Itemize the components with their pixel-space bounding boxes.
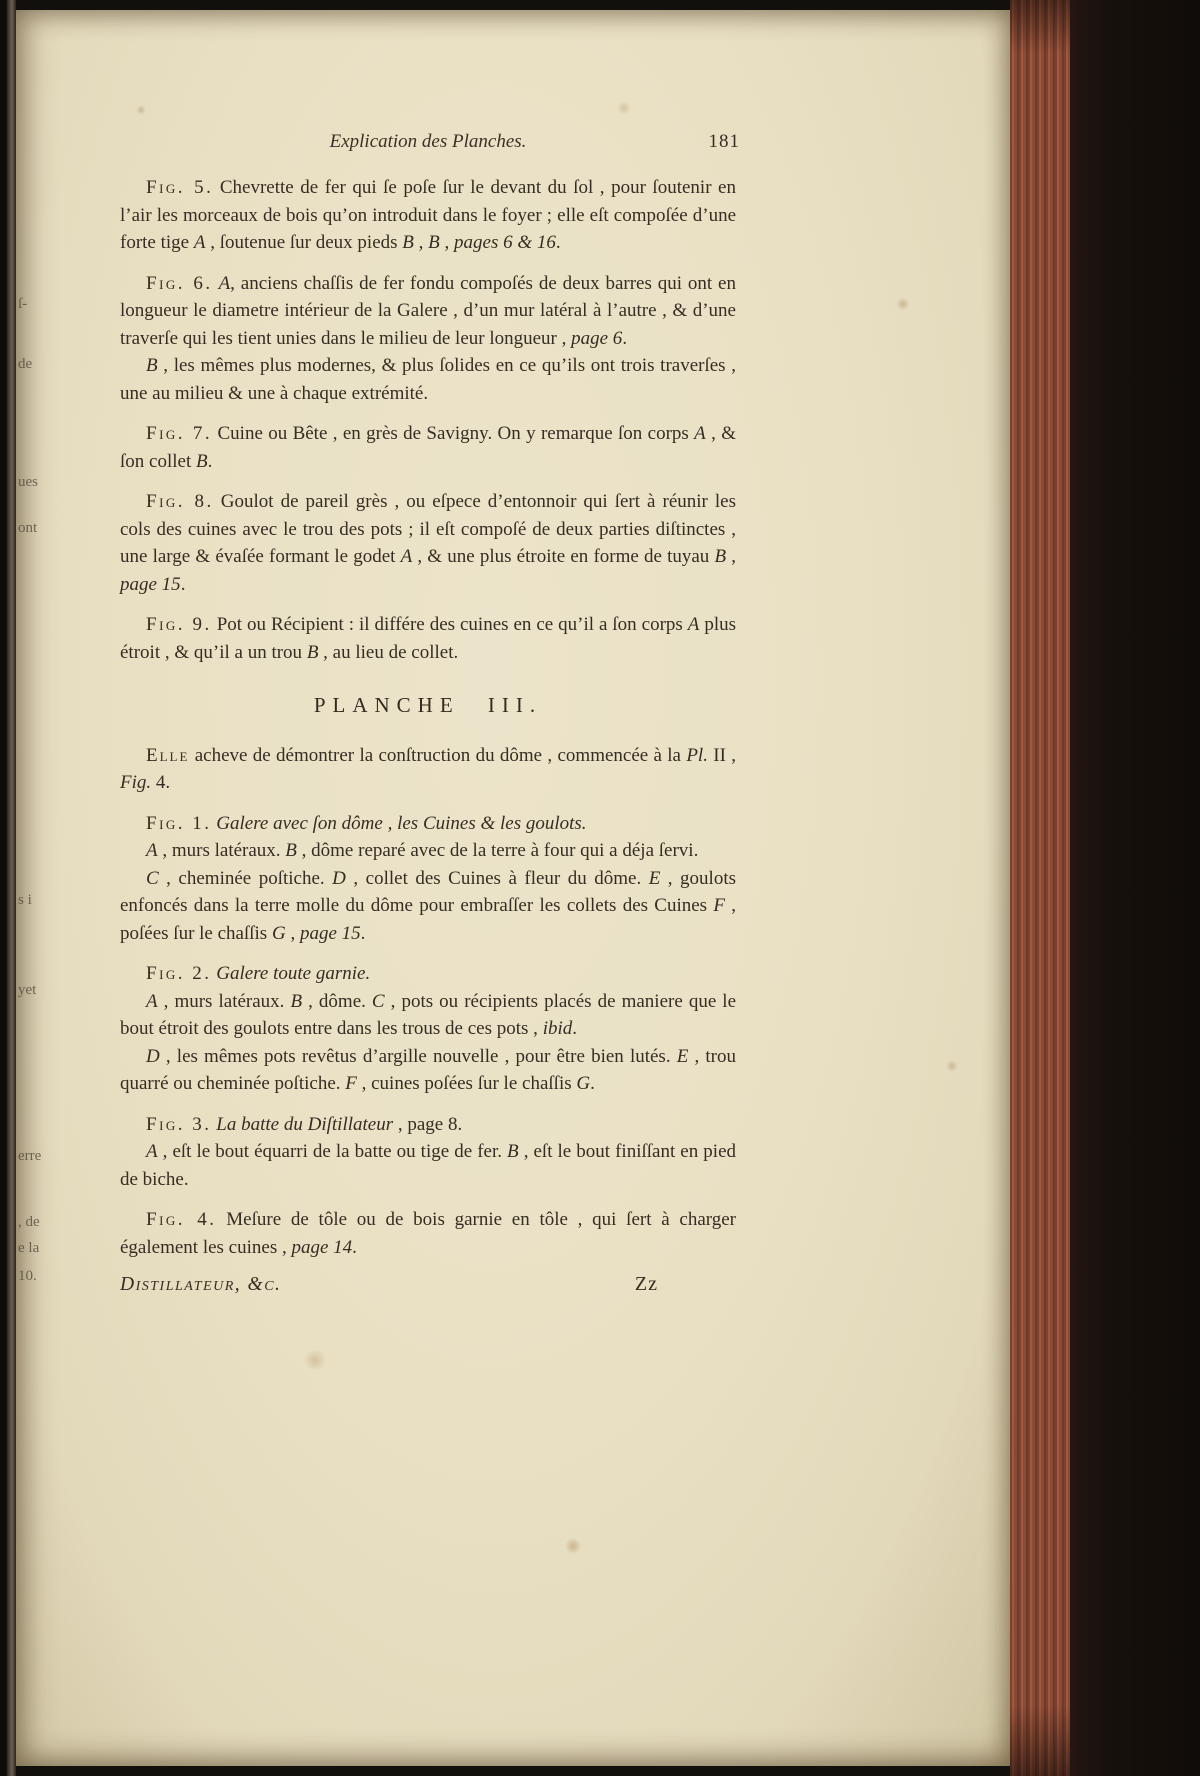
text-run: F (713, 895, 725, 916)
text-run: La batte du Diſtillateur (216, 1113, 394, 1135)
text-run: , murs latéraux. (157, 840, 286, 861)
paragraph (120, 420, 736, 475)
text-run: C (146, 867, 159, 889)
footer-catchword: Distillateur, &c. (120, 1274, 282, 1295)
text-column (120, 128, 740, 1299)
text-run: Galere avec ſon dôme , les Cuines & les goulots. (216, 812, 587, 834)
foxing-stain (616, 102, 632, 114)
text-run: , ſoutenue ſur deux pieds (205, 232, 403, 253)
background-right (1070, 0, 1200, 1776)
text-run: B (402, 232, 414, 253)
gutter-text-fragment: ſ- (18, 296, 28, 312)
text-run: B (714, 546, 727, 567)
text-run: , au lieu de collet. (318, 641, 459, 663)
running-title: Explication des Planches. (329, 131, 527, 152)
text-run: plus étroit , & qu’il a un trou (120, 614, 736, 663)
page-body (120, 174, 736, 1261)
text-run: Fig. 4. (146, 1209, 217, 1230)
text-run: Fig. 1. (146, 812, 212, 834)
book-fore-edge (1010, 0, 1070, 1776)
text-run: A (694, 423, 706, 444)
text-run: F (345, 1073, 357, 1094)
paragraph (120, 1111, 736, 1139)
text-run: , eſt le bout finiſſant en pied de biche. (120, 1141, 736, 1190)
section-heading (120, 692, 736, 720)
gutter-text-fragment: ues (18, 474, 38, 490)
paragraph (120, 865, 736, 948)
gathering-signature: Zz (634, 1273, 658, 1295)
text-run: Pot ou Récipient : il différe des cuines en ce qu’il a ſon corps (211, 614, 688, 635)
text-run: , les mêmes pots revêtus d’argille nouvelle , pour être bien lutés. (159, 1045, 677, 1067)
page-footer (120, 1271, 736, 1299)
text-run: E (648, 867, 661, 889)
text-run: A (687, 614, 700, 635)
paragraph (120, 174, 736, 257)
text-run: . (180, 573, 186, 595)
text-run: Goulot de pareil grès , ou eſpece d’entonnoir qui ſert à réunir les cols des cuines avec le trou des pots ; il eſt compoſé de deux parties diſtinctes , une large & évaſée formant le godet (120, 491, 736, 567)
text-run: C (371, 990, 385, 1012)
gutter-text-fragment: ont (18, 520, 38, 536)
text-run: B (195, 450, 208, 472)
text-run: , les mêmes plus modernes, & plus ſolides en ce qu’ils ont trois traverſes , une au milieu & une à chaque extrémité. (120, 355, 736, 404)
paragraph (120, 1043, 736, 1098)
text-run: , pots ou récipients placés de maniere que le bout étroit des goulots entre dans les trous de ces pots , (120, 990, 737, 1039)
text-run: page 6 (571, 327, 623, 349)
text-run: II , (707, 744, 736, 766)
text-run: , page 8. (393, 1113, 463, 1135)
text-run: , cheminée poſtiche. (158, 867, 333, 889)
text-run: . (622, 327, 628, 349)
text-run: 4. (151, 772, 171, 793)
text-run: B (290, 990, 303, 1012)
text-run: , (413, 232, 429, 253)
text-run: B (146, 355, 158, 376)
text-run: , trou quarré ou cheminée poſtiche. (120, 1045, 736, 1094)
gutter-text-fragment: de (18, 356, 33, 372)
text-run: Cuine ou Bête , en grès de Savigny. On y remarque ſon corps (212, 423, 695, 444)
text-run: , & ſon collet (120, 423, 737, 472)
text-run: Galere toute garnie. (216, 963, 371, 984)
text-run: , & une plus étroite en forme de tuyau (412, 546, 715, 567)
paragraph (120, 270, 736, 353)
paragraph (120, 611, 736, 666)
foxing-stain (302, 1350, 328, 1370)
text-run: page 15 (120, 573, 181, 595)
text-run: , cuines poſées ſur le chaſſis (356, 1073, 577, 1094)
text-run: . (555, 232, 561, 253)
gutter-text-fragment: 10. (18, 1268, 37, 1284)
text-run: Fig. 2. (146, 963, 212, 984)
page-number: 181 (708, 131, 740, 152)
text-run: Fig. (120, 772, 152, 793)
text-run: Chevrette de fer qui ſe poſe ſur le devant du ſol , pour ſoutenir en l’air les morceaux de bois qu’on introduit dans le foyer ; elle eſt compoſée d’une forte tige (120, 177, 736, 253)
paragraph (120, 1206, 736, 1261)
text-run: , anciens chaſſis de fer fondu compoſés de deux barres qui ont en longueur le diametre intérieur de la Galere , d’un mur latéral à l’autre , & d’une traverſe qui les tient unies dans le milieu de leur longueur , (120, 272, 736, 349)
foxing-stain (946, 1060, 958, 1072)
text-run: , dôme. (302, 990, 372, 1012)
text-run: A (193, 232, 206, 253)
text-run: B (306, 641, 319, 663)
gutter-text-fragment: e la (18, 1240, 40, 1256)
text-run: , (285, 922, 300, 944)
gutter-text-fragment: erre (18, 1148, 42, 1164)
text-run: , collet des Cuines à fleur du dôme. (345, 867, 649, 889)
text-run: PLANCHE III. (313, 693, 543, 717)
text-run: G (576, 1073, 591, 1094)
text-run: , (439, 232, 455, 253)
text-run: D (146, 1045, 160, 1067)
paragraph (120, 988, 736, 1043)
book-page (16, 10, 1010, 1766)
text-run: E (676, 1045, 689, 1067)
text-run: Fig. 6. (146, 272, 213, 294)
paragraph (120, 837, 736, 865)
text-run: B (428, 232, 440, 253)
text-run: . (360, 922, 366, 944)
text-run: Fig. 7. (146, 423, 213, 444)
text-run: . (207, 450, 213, 472)
text-run: , goulots enfoncés dans la terre molle du dôme pour embraſſer les collets des Cuines (120, 867, 737, 916)
foxing-stain (896, 298, 910, 310)
text-run: Fig. 5. (146, 177, 214, 198)
gutter-text-fragment: , de (18, 1214, 40, 1230)
text-run: A (146, 840, 158, 861)
paragraph (120, 742, 736, 797)
text-run: acheve de démontrer la conſtruction du dôme , commencée à la (189, 744, 687, 766)
text-run: , poſées ſur le chaſſis (120, 895, 736, 944)
text-run: page 14 (291, 1236, 353, 1258)
text-run: Elle (146, 744, 190, 766)
text-run: B (507, 1141, 519, 1162)
text-run: . (590, 1073, 595, 1094)
paragraph (120, 960, 736, 988)
text-run: , murs latéraux. (157, 990, 291, 1012)
underlying-page-edge (0, 0, 16, 1776)
paragraph (120, 352, 736, 407)
text-run: , dôme reparé avec de la terre à four qui a déja ſervi. (296, 840, 699, 861)
text-run: pages 6 & 16 (454, 232, 556, 253)
text-run: Pl. (686, 744, 708, 766)
text-run: , (726, 546, 737, 567)
text-run: A (400, 546, 413, 567)
text-run: , eſt le bout équarri de la batte ou tige de fer. (157, 1141, 508, 1162)
paragraph (120, 1138, 736, 1193)
text-run: Fig. 9. (146, 614, 212, 635)
text-run: A (146, 990, 158, 1012)
text-run: page 15 (299, 922, 361, 944)
text-run: B (285, 840, 297, 861)
text-run: A (218, 272, 231, 294)
foxing-stain (564, 1538, 582, 1554)
gutter-text-fragment: s i (18, 892, 32, 908)
gutter-text-fragment: yet (18, 982, 37, 998)
paragraph (120, 810, 736, 838)
text-run: A (146, 1141, 158, 1162)
foxing-stain (136, 105, 146, 115)
page-header (120, 128, 740, 160)
paragraph (120, 488, 736, 598)
text-run: Meſure de tôle ou de bois garnie en tôle , qui ſert à charger également les cuines , (120, 1209, 736, 1258)
text-run: . (572, 1018, 577, 1039)
text-run: Fig. 8. (146, 491, 214, 512)
text-run: . (352, 1236, 357, 1258)
text-run: Fig. 3. (146, 1113, 212, 1135)
text-run: G (271, 922, 286, 944)
text-run: D (332, 867, 346, 889)
text-run: ibid (542, 1018, 573, 1039)
